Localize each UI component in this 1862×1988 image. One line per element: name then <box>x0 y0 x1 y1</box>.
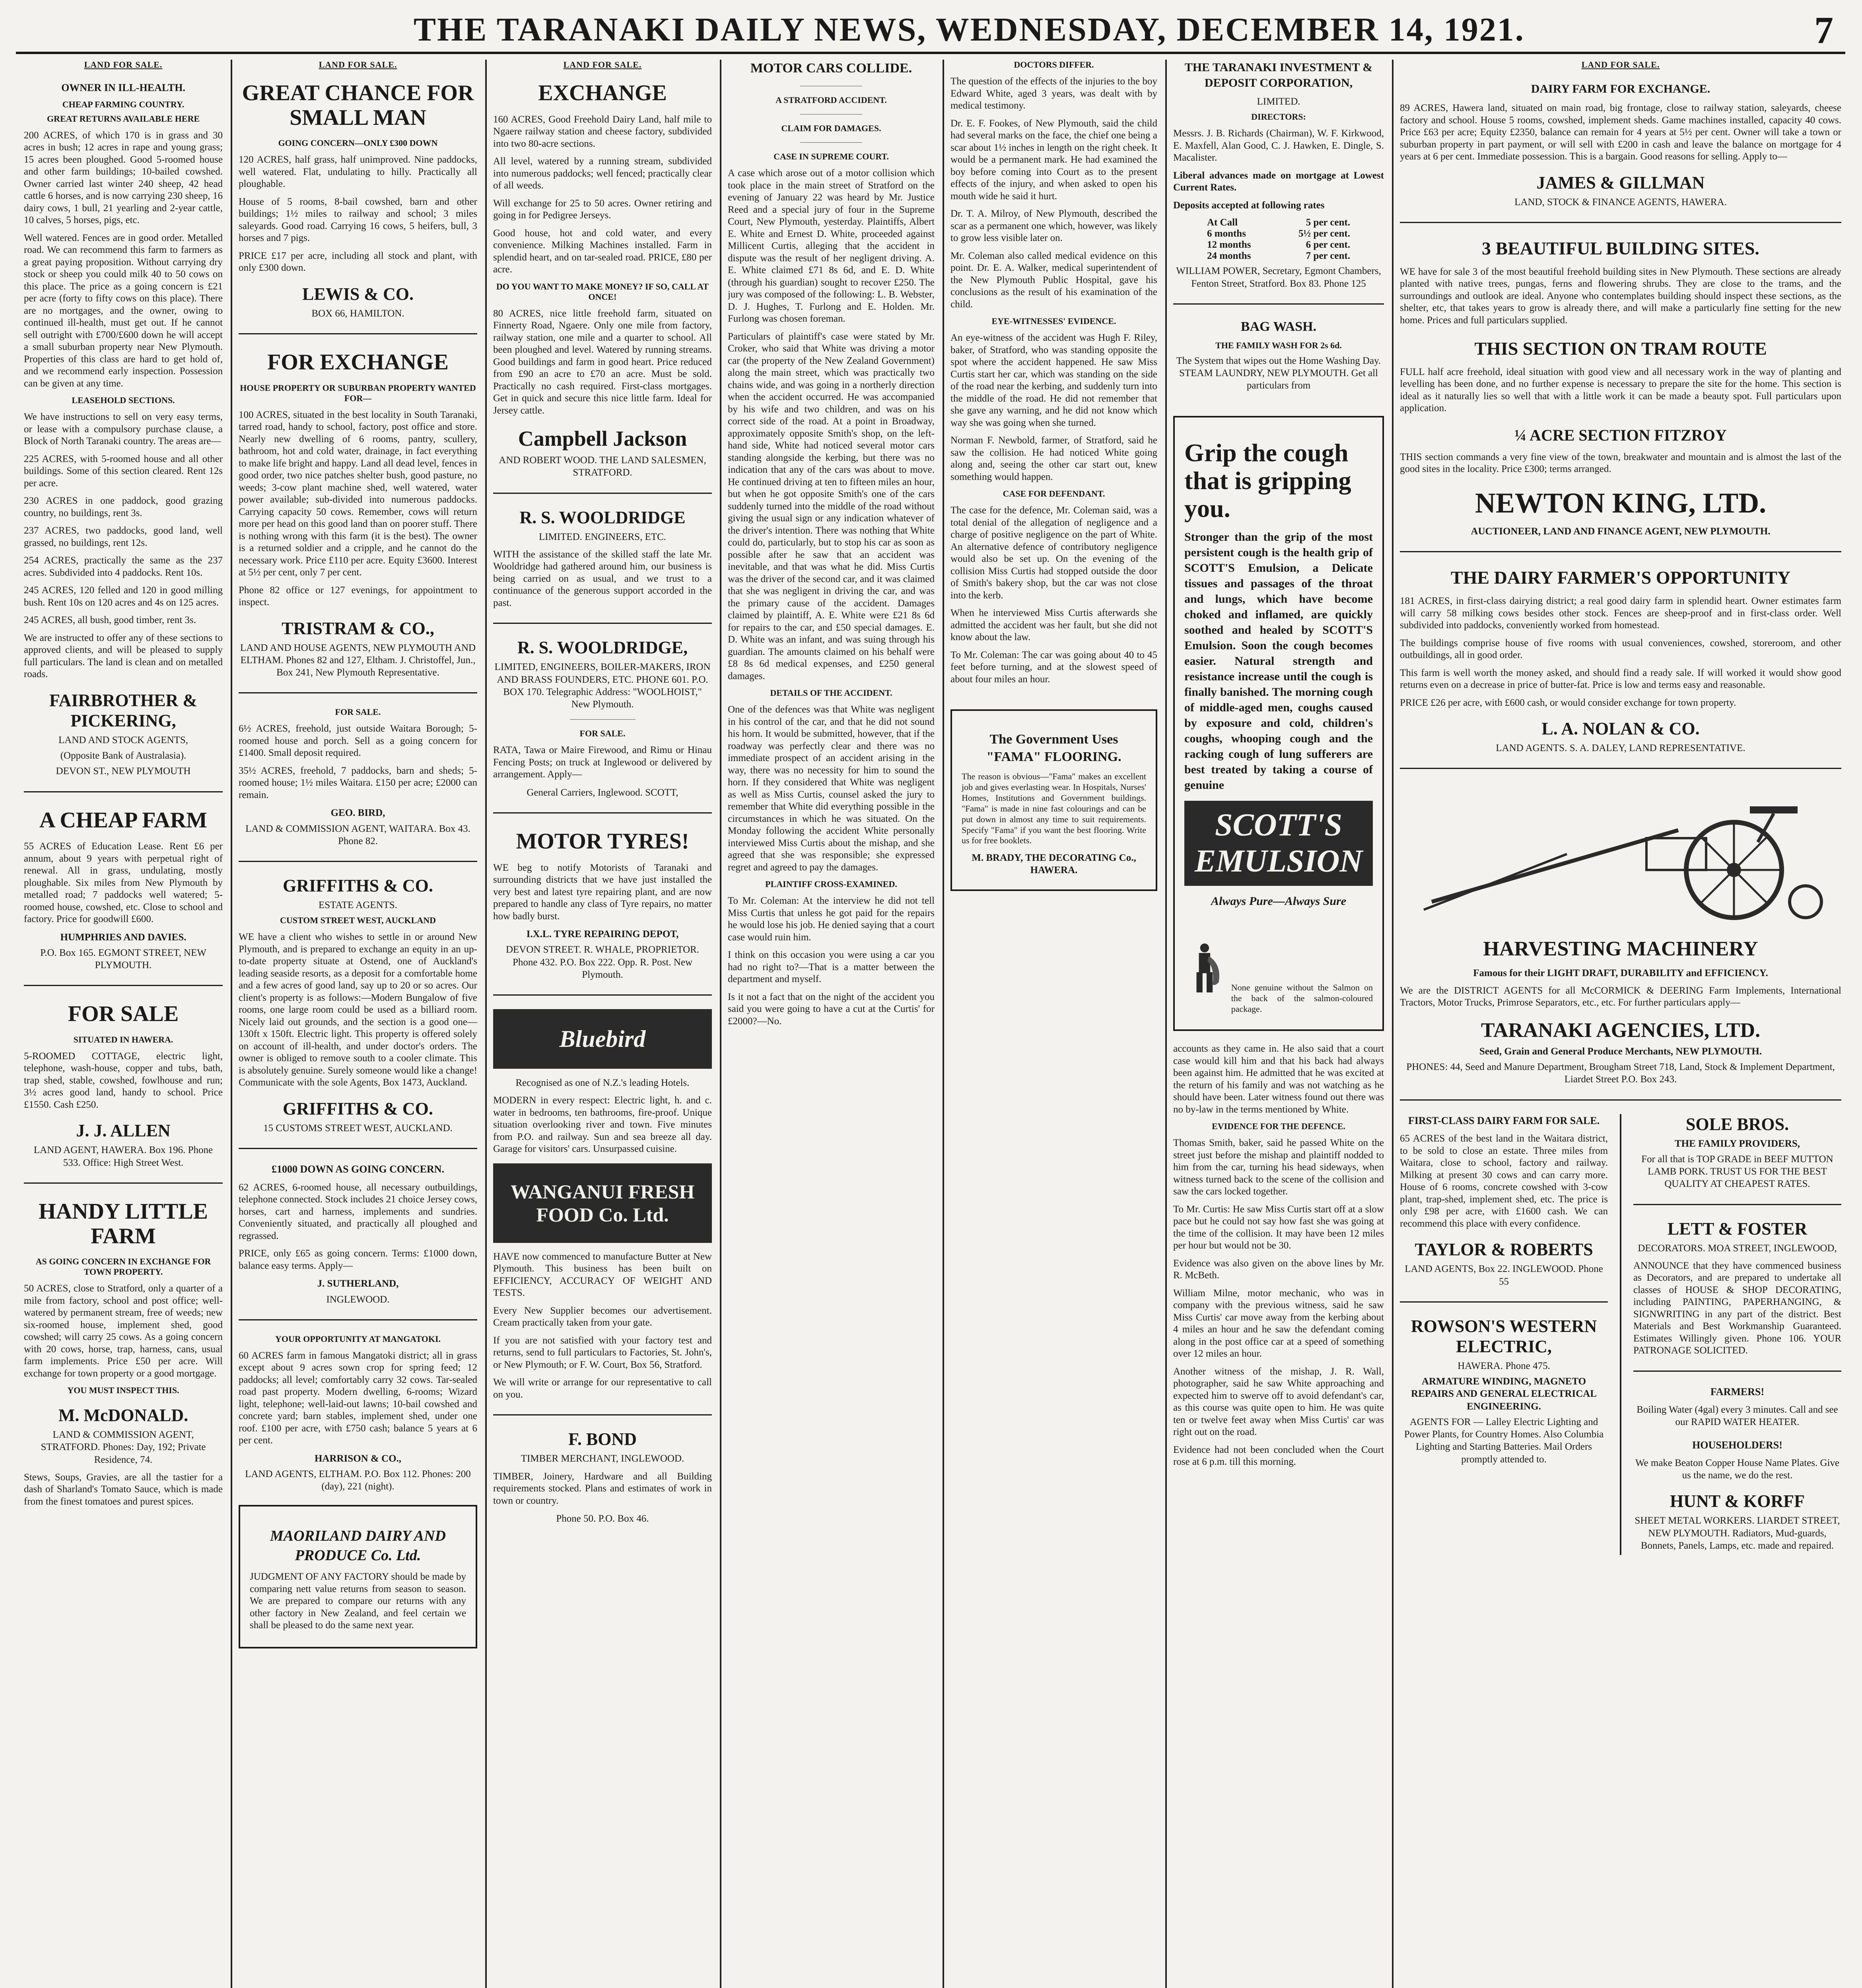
ad-heading: HOUSEHOLDERS! <box>1692 1439 1782 1451</box>
ad-body: House of 5 rooms, 8-bail cowshed, barn and other buildings; 1½ miles to railway and school; 3 miles saleyards. Good road. Carrying 16 cows, 5 heifers, bull, 3 horses and 7 pigs. <box>239 196 477 244</box>
agent-name: JAMES & GILLMAN <box>1536 173 1705 192</box>
agent-details: PHONES: 44, Seed and Manure Department, Brougham Street 718, Land, Stock & Implement Department, Liardet Street P.O. Box 243. <box>1406 1062 1835 1085</box>
article-subhead: A STRATFORD ACCIDENT. <box>776 95 887 105</box>
fama-flooring-ad <box>950 709 1157 891</box>
rate-value: 5½ per cent. <box>1298 228 1350 239</box>
divider <box>24 985 223 986</box>
divider <box>1633 1204 1841 1205</box>
maoriland-dairy-ad <box>239 1505 477 1648</box>
article-paragraph: Another witness of the mishap, J. R. Wall, photographer, said he saw White approaching and expected him to swerve off to avoid defendant's car, as this course was quite open to him. He was quite ten or twelve feet away when Miss Curtis' car was right out on the road. <box>1173 1366 1384 1438</box>
agent-details: DEVON ST., NEW PLYMOUTH <box>56 766 191 777</box>
divider <box>1400 1301 1608 1303</box>
ad-body: 89 ACRES, Hawera land, situated on main road, big frontage, close to railway station, saleyards, cheese factory and school. House 5 rooms, cowshed, implement sheds. Game machines installed, capacity 40 cows. Price £63 per acre; Equity £2350, balance can remain for 4 years at 5½ per cent. Owner will take a town or suburban property in part payment, or will sell with £200 in cash and leave the balance on mortgage for 4 years at 6 per cent. Immediate possession. This is a bargain. Good reasons for selling. Apply to— <box>1400 103 1841 162</box>
ad-body: 181 ACRES, in first-class dairying district; a real good dairy farm in splendid heart. Owner estimates farm will carry 58 milking cows besides other stock. Fences are sheep-proof and in first-class order. Well subdivided into paddocks, conveniently worked from homestead. <box>1400 596 1841 631</box>
article-paragraph: To Mr. Curtis: He saw Miss Curtis start off at a slow pace but he could not say how fast she was going at the time of the collision. It may have been 12 miles per hour but would not be 30. <box>1173 1204 1384 1251</box>
agent-details: LAND AGENTS, Box 22. INGLEWOOD. Phone 55 <box>1405 1264 1603 1287</box>
ad-body: Stews, Soups, Gravies, are all the tastier for a dash of Sharland's Tomato Sauce, which is made from the finest tomatoes and purest spices. <box>24 1472 223 1507</box>
ad-heading: ¼ ACRE SECTION FITZROY <box>1514 426 1727 444</box>
ad-subheading: FOR SALE. <box>335 707 381 717</box>
ad-body: We are the DISTRICT AGENTS for all McCORMICK & DEERING Farm Implements, International Tractors, Motor Trucks, Primrose Separators, etc., etc. For further particulars apply— <box>1400 985 1841 1008</box>
rate-row <box>1207 228 1350 239</box>
ad-body: 254 ACRES, practically the same as the 237 acres. Subdivided into 4 paddocks. Rent 10s. <box>24 555 223 578</box>
ad-body: 80 ACRES, nice little freehold farm, situated on Finnerty Road, Ngaere. Only one mile from factory, railway station, one mile and a quarter to school. All been ploughed and level. Watered by running streams. Good buildings and farm in good heart. Price reduced from £90 an acre to £70 an acre. Must be sold. Practically no cash required. First-class mortgages. Get in quick and secure this nice little farm. Ideal for Jersey cattle. <box>493 308 712 416</box>
bottom-right-ads <box>1633 1114 1841 1555</box>
ad-body: HAVE now commenced to manufacture Butter at New Plymouth. This business has been built on EFFICIENCY, ACCURACY OF WEIGHT AND TESTS. <box>493 1251 712 1299</box>
article-paragraph: A case which arose out of a motor collision which took place in the main street of Stratford on the evening of January 22 was heard by Mr. Justice Reed and a special jury of four in the Supreme Court, New Plymouth, yesterday. Plaintiffs, Albert E. White and Ernest D. White, proceeded against Millicent Curtis, alleging that the accident in dispute was the result of her negligent driving. A. E. White claimed £71 8s 6d, and E. D. White (through his guardian) sought to recover £250. The jury was composed of the following: L. B. Webster, D. J. Hughes, T. Furlong and E. Holden. Mr. Furlong was chosen foreman. <box>728 168 935 324</box>
article-paragraph: Evidence was also given on the above lines by Mr. R. McBeth. <box>1173 1258 1384 1281</box>
ad-subheading: YOUR OPPORTUNITY AT MANGATOKI. <box>275 1334 441 1344</box>
ad-body: FULL half acre freehold, ideal situation with good view and all necessary work in the way of planting and levelling has been done, and no further expense is necessary to prepare the site for the home. This section is ideal as it naturally lies so well that with a little work it can be made a beauty spot. Full particulars upon application. <box>1400 366 1841 414</box>
article-paragraph: Thomas Smith, baker, said he passed White on the street just before the mishap and plaintiff nodded to him from the car, turning his head sideways, when witness turned back to the scene of the collision and saw the cars locked together. <box>1173 1138 1384 1197</box>
masthead-title: THE TARANAKI DAILY NEWS, WEDNESDAY, DECEMBER 14, 1921. <box>414 11 1525 48</box>
article-subhead: DETAILS OF THE ACCIDENT. <box>770 688 892 698</box>
ad-body: Messrs. J. B. Richards (Chairman), W. F. Kirkwood, E. Maxfell, Alan Good, C. J. Hawken, E. Dingle, S. Macalister. <box>1173 128 1384 163</box>
agent-name: TARANAKI AGENCIES, LTD. <box>1481 1019 1761 1042</box>
agent-details: LAND AGENT, HAWERA. Box 196. Phone 533. Office: High Street West. <box>33 1145 213 1168</box>
divider <box>1633 1371 1841 1372</box>
agent-name: TRISTRAM & CO., <box>282 618 434 638</box>
column-7 <box>1400 60 1841 1988</box>
ad-body: AGENTS FOR — Lalley Electric Lighting and Power Plants, for Country Homes. Also Columbia Lighting and Starting Batteries. Mail Orders promptly attended to. <box>1404 1416 1604 1465</box>
ad-heading: The Government Uses "FAMA" FLOORING. <box>986 732 1121 765</box>
ad-illustration-row <box>1184 916 1373 1020</box>
divider <box>800 142 862 143</box>
ad-body: We are instructed to offer any of these sections to approved clients, and will be pleased to supply full particulars. The land is clean and on metalled roads. <box>24 632 223 680</box>
masthead <box>16 8 1845 54</box>
ad-subheading: THE FAMILY WASH FOR 2s 6d. <box>1215 340 1342 350</box>
ad-body: ANNOUNCE that they have commenced business as Decorators, and are prepared to undertake all classes of HOUSE & SHOP DECORATING, including PAINTING, PAPERHANGING, & SIGNWRITING in any part of the district. Best Materials and Best Workmanship Guaranteed. Estimates Willingly given. Phone 106. YOUR PATRONAGE SOLICITED. <box>1633 1260 1841 1356</box>
agent-name: HUNT & KORFF <box>1670 1491 1805 1511</box>
hotel-logo-image <box>493 1009 712 1069</box>
agent-name: SOLE BROS. <box>1685 1114 1789 1134</box>
agent-details: 15 CUSTOMS STREET WEST, AUCKLAND. <box>263 1122 453 1134</box>
article-paragraph: The question of the effects of the injuries to the boy Edward White, aged 3 years, was dealt with by medical testimony. <box>950 76 1157 111</box>
ad-body: 35½ ACRES, freehold, 7 paddocks, barn and sheds; 5-roomed house; 1½ miles Waitara. £150 per acre; £2000 can remain. <box>239 765 477 800</box>
ad-subheading: DIRECTORS: <box>1251 112 1306 122</box>
ad-body: 55 ACRES of Education Lease. Rent £6 per annum, about 9 years with perpetual right of renewal. All in grass, undulating, mostly ploughable. Six miles from New Plymouth by metalled road; 7 paddocks well watered; 5-roomed house, cowshed, etc. Close to school and factory. Price for goodwill £600. <box>24 841 223 925</box>
agent-name: NEWTON KING, LTD. <box>1475 487 1767 519</box>
fisherman-cod-icon <box>1184 916 1225 1020</box>
ad-body: 160 ACRES, Good Freehold Dairy Land, half mile to Ngaere railway station and cheese factory, subdivided into two 80-acre sections. <box>493 114 712 149</box>
article-paragraph: Is it not a fact that on the night of the accident you said you were going to have a cut at the Curtis' for £2000?—No. <box>728 991 935 1027</box>
ad-heading: EXCHANGE <box>538 81 667 105</box>
ad-body: WE have a client who wishes to settle in or around New Plymouth, and is prepared to exchange an equity in an up-to-date property situate at Ostend, one of Auckland's leading seaside resorts, as a deposit for a comfortable home and a few acres of good land, say up to 20 or so acres. Our client's property is as follows:—Modern Bungalow of five rooms, one large room could be used as a billiard room. Nicely laid out grounds, and the section is a good one—130ft x 150ft. Electric light. This property is offered solely on account of ill-health, and under doctor's orders. The owner is obliged to remove south to a cooler climate. This is absolutely genuine. Surely someone would like a change! Communicate with the sole Agents, Box 1473, Auckland. <box>239 932 477 1088</box>
agent-details: AND ROBERT WOOD. THE LAND SALESMEN, STRATFORD. <box>499 455 706 478</box>
bottom-ads-row <box>1400 1114 1841 1555</box>
column-rule <box>1392 60 1394 1988</box>
ad-body: 100 ACRES, situated in the best locality in South Taranaki, tarred road, handy to school, factory, post office and store. Nearly new dwelling of 6 rooms, pantry, scullery, bathroom, hot and cold water, drainage, in fact everything to make life bright and happy. Land all dead level, fences in good order, two nice patches shelter bush, good pasture, no weeds; 3-cow plant machine shed, well watered, water power available; sub-divided into numerous paddocks. Carrying capacity 50 cows. Remember, cows will return more per head on this good land than on poorer stuff. There is nothing wrong with this farm (it is the best). The owner is a returned soldier and a cripple, and he cannot do the necessary work. Price £110 per acre. Equity £3600. Interest at 5½ per cent, only 7 per cent. <box>239 409 477 578</box>
ad-body: 225 ACRES, with 5-roomed house and all other buildings. Some of this section cleared. Rent 12s per acre. <box>24 453 223 489</box>
rate-term: 12 months <box>1207 239 1251 250</box>
ad-body: 62 ACRES, 6-roomed house, all necessary outbuildings, telephone connected. Stock includes 21 choice Jersey cows, horses, cart and harness, implements and sundries. Conveniently situated, and practically all ploughed and regrassed. <box>239 1182 477 1241</box>
ad-body: ARMATURE WINDING, MAGNETO REPAIRS AND GENERAL ELECTRICAL ENGINEERING. <box>1411 1376 1597 1412</box>
ad-body: 230 ACRES in one paddock, good grazing country, no buildings, rent 3s. <box>24 495 223 518</box>
ad-body: 120 ACRES, half grass, half unimproved. Nine paddocks, well watered. Flat, undulating to hilly. Practically all ploughable. <box>239 154 477 190</box>
ad-body: Every New Supplier becomes our advertisement. Cream practically taken from your gate. <box>493 1305 712 1328</box>
agent-details: HAWERA. Phone 475. <box>1458 1360 1550 1371</box>
column-1 <box>24 60 223 1988</box>
ad-body: We make Beaton Copper House Name Plates. Give us the name, we do the rest. <box>1635 1457 1840 1481</box>
article-paragraph: Norman F. Newbold, farmer, of Stratford, said he saw the collision. He had noticed White going along and, seeing the other car start out, knew something would happen. <box>950 435 1157 482</box>
bottom-left-ads <box>1400 1114 1608 1555</box>
section-heading: LAND FOR SALE. <box>84 60 163 70</box>
column-6 <box>1173 60 1384 1988</box>
rate-term: 24 months <box>1207 250 1251 262</box>
section-heading: LAND FOR SALE. <box>1581 60 1660 70</box>
ad-body: 245 ACRES, all bush, good timber, rent 3s. <box>24 615 196 626</box>
ad-body: PRICE, only £65 as going concern. Terms: £1000 down, balance easy terms. Apply— <box>239 1248 477 1271</box>
ad-body: Good house, hot and cold water, and every convenience. Milking Machines installed. Farm in splendid heart, and on tar-sealed road. PRICE, £80 per acre. <box>493 227 712 275</box>
agent-details: LAND & COMMISSION AGENT, WAITARA. Box 43. Phone 82. <box>245 823 470 846</box>
agent-details: ESTATE AGENTS. <box>319 900 397 911</box>
rate-row <box>1207 250 1350 262</box>
ad-body: If you are not satisfied with your factory test and returns, send to full particulars to Factories, St. John's, or New Plymouth; or F. W. Court, Box 56, Stratford. <box>493 1335 712 1370</box>
ad-subheading: CUSTOM STREET WEST, AUCKLAND <box>280 915 436 926</box>
ad-subheading: DO YOU WANT TO MAKE MONEY? IF SO, CALL AT ONCE! <box>496 281 709 302</box>
ad-body: Phone 82 office or 127 evenings, for appointment to inspect. <box>239 584 477 608</box>
column-rule <box>943 60 944 1988</box>
ad-heading: HARVESTING MACHINERY <box>1483 938 1758 961</box>
article-paragraph: Dr. T. A. Milroy, of New Plymouth, described the scar as a permanent one which, however, was likely to grow less visible later on. <box>950 208 1157 243</box>
ad-body: We have instructions to sell on very easy terms, or lease with a compulsory purchase clause, a Block of North Taranaki country. The areas are— <box>24 412 223 447</box>
ad-body: We will write or arrange for our representative to call on you. <box>493 1377 712 1400</box>
article-paragraph: I think on this occasion you were using a car you had no right to?—That is a matter between the department and myself. <box>728 949 935 985</box>
ad-heading: FARMERS! <box>1710 1386 1765 1398</box>
article-paragraph: An eye-witness of the accident was Hugh F. Riley, baker, of Stratford, who was standing opposite the spot where the accident happened. He saw Miss Curtis start her car, which was standing on the side of the road near the kerbing, and suddenly turn into the middle of the road. He did not remember that she gave any warning, and he did not know which way she was going when she turned. <box>950 332 1157 428</box>
divider <box>493 623 712 624</box>
article-paragraph: One of the defences was that White was negligent in his control of the car, and that he did not sound his horn. It would be submitted, however, that if the roadway was perfectly clear and there was no immediate prospect of an accident arising in the way, there was no necessity for him to sound the horn. If they considered that White was negligent as well as Miss Curtis, counsel asked the jury to remember that White did everything possible in the circumstances in which he was situated. On the Monday following the accident White personally interviewed Miss Curtis about the mishap, and she agreed that she was responsible; she expressed regret and agreed to pay the damages. <box>728 704 935 873</box>
agent-name: GRIFFITHS & CO. <box>283 1099 433 1118</box>
ad-subheading: AS GOING CONCERN IN EXCHANGE FOR TOWN PROPERTY. <box>35 1256 211 1277</box>
agent-details: SHEET METAL WORKERS. LIARDET STREET, NEW PLYMOUTH. Radiators, Mud-guards, Bonnets, Panels, Lamps, etc. made and repaired. <box>1635 1515 1840 1551</box>
column-rule <box>231 60 232 1988</box>
divider <box>493 994 712 996</box>
ad-heading: GREAT CHANCE FOR SMALL MAN <box>242 81 474 130</box>
agent-name: R. S. WOOLDRIDGE, <box>517 638 688 658</box>
agent-name: J. J. ALLEN <box>76 1121 171 1141</box>
article-paragraph: The case for the defence, Mr. Coleman said, was a total denial of the allegation of negligence and a charge of positive negligence on the part of White. An alternative defence of contributory negligence would also be set up. On the evening of the collision Miss Curtis had stopped outside the door of Smith's bakery shop, but the car was not close into the kerb. <box>950 505 1157 601</box>
ad-subheading: FOR SALE. <box>579 728 626 739</box>
agent-name: GEO. BIRD, <box>330 808 385 819</box>
ad-body: THIS section commands a very fine view of the town, breakwater and mountain and is almost the last of the good sites in the locality. Price £300; terms arranged. <box>1400 451 1841 475</box>
agent-name: LETT & FOSTER <box>1667 1219 1808 1239</box>
ad-heading: THIS SECTION ON TRAM ROUTE <box>1474 338 1767 359</box>
page-number: 7 <box>1814 9 1833 51</box>
agent-details: LIMITED. <box>1257 96 1300 107</box>
divider <box>1400 768 1841 769</box>
agent-name: I.X.L. TYRE REPAIRING DEPOT, <box>526 929 679 940</box>
ad-body: Boiling Water (4gal) every 3 minutes. Call and see our RAPID WATER HEATER. <box>1637 1404 1838 1427</box>
ad-body: 50 ACRES, close to Stratford, only a quarter of a mile from factory, school and post office; well-watered by permanent stream, free of weeds; new six-roomed house, implement shed, good cowshed; will carry 25 cows. As a going concern with 20 cows, horse, trap, harness, cans, usual farm implements. Price £50 per acre. Will exchange for town property or a good mortgage. <box>24 1283 223 1379</box>
agent-details: LAND AGENTS. S. A. DALEY, LAND REPRESENTATIVE. <box>1496 743 1745 754</box>
ad-body: WITH the assistance of the skilled staff the late Mr. Wooldridge had gathered around him, our business is being carried on as usual, and we trust to a continuance of the generous support accorded in the past. <box>493 549 712 608</box>
article-paragraph: William Milne, motor mechanic, who was in company with the previous witness, said he saw Miss Curtis' car move away from the kerbing about 4 miles an hour and he saw the defendant coming along in the post office car at a speed of something over 12 miles an hour. <box>1173 1287 1384 1359</box>
ad-slogan: Always Pure—Always Sure <box>1211 894 1347 908</box>
ad-body: For all that is TOP GRADE in BEEF MUTTON LAMB PORK. TRUST US FOR THE BEST QUALITY AT CHEAPEST RATES. <box>1641 1153 1833 1190</box>
article-paragraph: Evidence had not been concluded when the Court rose at 6 p.m. till this morning. <box>1173 1444 1384 1468</box>
ad-heading: 3 BEAUTIFUL BUILDING SITES. <box>1482 238 1759 258</box>
ad-body: WE beg to notify Motorists of Taranaki and surrounding districts that we have just installed the very best and latest tyre repairing plant, and are now prepared to handle any class of Tyre repairs, no matter how badly burst. <box>493 862 712 922</box>
rate-term: 6 months <box>1207 228 1246 239</box>
article-paragraph: Particulars of plaintiff's case were stated by Mr. Croker, who said that White was driving a motor car (the property of the New Zealand Government) along the main street, which was practically two chains wide, and was going in a northerly direction when the accident occurred. He was accompanied by his wife and two children, and was on his correct side of the road. At a point in Broadway, approximately opposite Smith's shop, on the left-hand side, White had noticed several motor cars standing alongside the kerbing, but there was no indication that any of the cars was about to move. He continued driving at ten to fifteen miles an hour, but when he got opposite Smith's one of the cars suddenly turned into the middle of the road without giving the usual sign or any indication whatever of the driver's intention. There was nothing that White could do, particularly, but to stop his car as soon as possible after he saw that an accident was inevitable, and that was what he did. Miss Curtis was the driver of the second car, and it was claimed that she was negligent in driving the car, and was the primary cause of the accident. Damages claimed by plaintiff, A. E. White were £21 8s 6d for repairs to the car, and £50 special damages. E. D. White was an infant, and was suing through his guardian. The amounts claimed on his behalf were £8 8s 6d medical expenses, and £250 general damages. <box>728 331 935 681</box>
article-subhead: CASE IN SUPREME COURT. <box>774 151 889 162</box>
ad-body: The System that wipes out the Home Washing Day. STEAM LAUNDRY, NEW PLYMOUTH. Get all particulars from <box>1176 355 1381 391</box>
ad-heading: £1000 DOWN AS GOING CONCERN. <box>271 1163 445 1175</box>
agent-name: ROWSON'S WESTERN ELECTRIC, <box>1411 1316 1597 1356</box>
agent-details: THE FAMILY PROVIDERS, <box>1674 1138 1800 1149</box>
agent-name: L. A. NOLAN & CO. <box>1541 719 1700 739</box>
ad-subheading: HOUSE PROPERTY OR SUBURBAN PROPERTY WANTED FOR— <box>240 382 476 403</box>
section-heading: LAND FOR SALE. <box>319 60 397 70</box>
article-subhead: EYE-WITNESSES' EVIDENCE. <box>991 316 1116 326</box>
divider <box>493 812 712 813</box>
ad-caption: Recognised as one of N.Z.'s leading Hotels. <box>515 1077 690 1089</box>
article-subhead: EVIDENCE FOR THE DEFENCE. <box>1212 1121 1345 1132</box>
ad-note: None genuine without the Salmon on the back of the salmon-coloured package. <box>1231 982 1373 1014</box>
agent-details: P.O. Box 165. EGMONT STREET, NEW PLYMOUTH. <box>40 947 206 971</box>
column-4 <box>728 60 935 1988</box>
divider <box>493 493 712 494</box>
ad-subheading: SITUATED IN HAWERA. <box>73 1034 173 1044</box>
agent-name: HARRISON & CO., <box>314 1453 402 1464</box>
agent-details: BOX 66, HAMILTON. <box>311 308 404 319</box>
rate-row <box>1207 217 1350 228</box>
agent-details: Seed, Grain and General Produce Merchants, NEW PLYMOUTH. <box>1479 1046 1762 1057</box>
agent-details: LIMITED. ENGINEERS, ETC. <box>538 531 667 542</box>
ad-signature: General Carriers, Inglewood. SCOTT, <box>527 787 678 798</box>
article-paragraph: To Mr. Coleman: At the interview he did not tell Miss Curtis that unless he got paid for the repairs he would lose his job. He denied saying that a court case would ruin him. <box>728 895 935 943</box>
column-rule <box>485 60 487 1988</box>
ad-body: 6½ ACRES, freehold, just outside Waitara Borough; 5-roomed house and porch. Sell as a going concern for £1400. Small deposit required. <box>239 723 477 759</box>
ad-body: 60 ACRES farm in famous Mangatoki district; all in grass except about 9 acres sown crop for spring feed; 12 paddocks; all level; comfortably carry 32 cows. Tar-sealed road past property. Modern dwelling, 6-rooms; Wizard light, telephone; well-laid-out lawns; 10-bail cowshed and concrete yard; barn stables, implement shed, under one roof. £100 per acre, with £750 cash; balance 5 years at 6 per cent. <box>239 1350 477 1446</box>
ad-body: This farm is well worth the money asked, and should find a ready sale. If will worked it would show good returns even on a decrease in price of butter-fat. Price is low and terms easy and reasonable. <box>1400 667 1841 691</box>
agent-name: LEWIS & CO. <box>302 284 414 304</box>
agent-name: M. BRADY, THE DECORATING Co., HAWERA. <box>972 852 1136 876</box>
ad-body: 245 ACRES, 120 felled and 120 in good milling bush. Rent 10s on 120 acres and 4s on 125 acres. <box>24 585 223 608</box>
agent-name: Campbell Jackson <box>518 427 687 451</box>
ad-heading: A CHEAP FARM <box>39 808 208 833</box>
reaper-binder-machine-icon <box>1400 782 1837 926</box>
ad-body: All level, watered by a running stream, subdivided into numerous paddocks; well fenced; practically clear of all weeds. <box>493 156 712 191</box>
ad-body: 237 ACRES, two paddocks, good land, well grassed, no buildings, rent 12s. <box>24 525 223 548</box>
divider <box>1400 1099 1841 1101</box>
agent-details: DEVON STREET. R. WHALE, PROPRIETOR. Phone 432. P.O. Box 222. Opp. R. Post. New Plymouth. <box>505 944 700 980</box>
ad-body: Well watered. Fences are in good order. Metalled road. We can recommend this farm to farmers as a great paying proposition. Without carrying dry stock or sheep you could milk 40 to 50 cows on this place. The price as a going concern is £21 per acre (forty to fifty cows on this place). There are no mortgages, and the owner, owing to continued ill-health, must get out. If he cannot sell outright with £700/£600 down he will accept a small suburban property near New Plymouth. Properties of this class are hard to get hold of, and we recommend early inspection. Possession can be given at any time. <box>24 232 223 389</box>
agent-details: LIMITED, ENGINEERS, BOILER-MAKERS, IRON AND BRASS FOUNDERS, ETC. PHONE 601. P.O. BOX 170. Telegraphic Address: "WOOLHOIST," New Plymouth. <box>494 662 711 710</box>
agent-details: LAND AND HOUSE AGENTS, NEW PLYMOUTH AND ELTHAM. Phones 82 and 127, Eltham. J. Christoffel, Jun., Box 241, New Plymouth Representative. <box>240 642 476 678</box>
agent-details: DECORATORS. MOA STREET, INGLEWOOD, <box>1638 1242 1837 1254</box>
column-2 <box>239 60 477 1988</box>
wanganui-logo-text: WANGANUI FRESH FOOD Co. Ltd. <box>510 1180 695 1226</box>
ad-subheading: Famous for their LIGHT DRAFT, DURABILITY and EFFICIENCY. <box>1473 967 1768 978</box>
divider <box>24 1182 223 1184</box>
agent-name: M. McDONALD. <box>58 1406 189 1425</box>
ad-body: Deposits accepted at following rates <box>1173 200 1325 211</box>
article-headline: MOTOR CARS COLLIDE. <box>750 61 912 76</box>
article-paragraph: Dr. E. F. Fookes, of New Plymouth, said the child had several marks on the face, the chief one being a scar about 1½ inches in length on the right cheek. It would be a permanent mark. He had examined the boy before coming into Court as to the present effects of the injury, and when asked to open his mouth wide he said it hurt. <box>950 118 1157 202</box>
ad-heading: MOTOR TYRES! <box>516 829 689 854</box>
article-paragraph: When he interviewed Miss Curtis afterwards she admitted the accident was her fault, but she did not know about the law. <box>950 608 1157 643</box>
hotel-logo-text: Bluebird <box>559 1025 646 1052</box>
ad-heading: BAG WASH. <box>1240 319 1317 334</box>
divider <box>1400 222 1841 223</box>
agent-details: WILLIAM POWER, Secretary, Egmont Chambers, Fenton Street, Stratford. Box 83. Phone 125 <box>1176 266 1381 289</box>
ad-subheading: LEASEHOLD SECTIONS. <box>72 395 175 406</box>
ad-subheading: CHEAP FARMING COUNTRY. <box>62 99 185 109</box>
article-paragraph: To Mr. Coleman: The car was going about 40 to 45 feet before turning, and at the slowest speed of about four miles an hour. <box>950 649 1157 685</box>
agent-name: TAYLOR & ROBERTS <box>1415 1240 1593 1260</box>
ad-body: Will exchange for 25 to 50 acres. Owner retiring and going in for Pedigree Jerseys. <box>493 198 712 221</box>
article-subhead: DOCTORS DIFFER. <box>1014 60 1094 70</box>
agent-name: R. S. WOOLDRIDGE <box>519 507 686 527</box>
agent-name: FAIRBROTHER & PICKERING, <box>49 690 197 730</box>
ad-heading: FOR SALE <box>68 1002 179 1027</box>
ad-body: 5-ROOMED COTTAGE, electric light, telephone, wash-house, copper and tubs, bath, trap shed, stable, cowshed, fowlhouse and run; 3½ acres good land, handy to school. Price £1550. Cash £250. <box>24 1050 223 1110</box>
article-subhead: CLAIM FOR DAMAGES. <box>781 123 881 134</box>
brand-text: SCOTT'S EMULSION <box>1194 807 1363 879</box>
divider <box>800 114 862 115</box>
divider <box>570 719 636 720</box>
agent-details: LAND AND STOCK AGENTS, <box>58 734 188 746</box>
agent-details: INGLEWOOD. <box>326 1294 390 1305</box>
scotts-emulsion-ad <box>1173 416 1384 1031</box>
divider <box>239 692 477 693</box>
ad-heading: FOR EXCHANGE <box>267 349 449 375</box>
divider <box>239 861 477 862</box>
agent-name: J. SUTHERLAND, <box>317 1278 399 1289</box>
ad-subheading: GREAT RETURNS AVAILABLE HERE <box>47 113 200 124</box>
divider <box>1400 551 1841 552</box>
column-rule <box>720 60 721 1988</box>
section-heading: LAND FOR SALE. <box>563 60 642 70</box>
agent-details: AUCTIONEER, LAND AND FINANCE AGENT, NEW PLYMOUTH. <box>1471 526 1771 537</box>
rate-value: 6 per cent. <box>1306 239 1350 250</box>
column-rule <box>1620 1114 1621 1555</box>
divider <box>493 1414 712 1415</box>
ad-body: RATA, Tawa or Maire Firewood, and Rimu or Hinau Fencing Posts; on truck at Inglewood or delivered by arrangement. Apply— <box>493 745 712 780</box>
column-3 <box>493 60 712 1988</box>
article-paragraph: accounts as they came in. He also said that a court case would kill him and that his back had always been against him. He admitted that he was excited at the return of his family and was not watching as he should have been. Later witness found out there was no by-law in the terms mentioned by White. <box>1173 1043 1384 1115</box>
ad-body: Liberal advances made on mortgage at Lowest Current Rates. <box>1173 170 1384 193</box>
agent-name: F. BOND <box>568 1429 637 1449</box>
agent-name: THE TARANAKI INVESTMENT & DEPOSIT CORPORATION, <box>1184 61 1373 89</box>
ad-body: The reason is obvious—"Fama" makes an excellent job and gives everlasting wear. In Hospitals, Nurses' Homes, Institutions and Government buildings. "Fama" is made in nine fast colourings and can be put down in almost any time to suit requirements. Specify "Fama" if you want the best flooring. Write us for free booklets. <box>962 771 1146 846</box>
rate-row <box>1207 239 1350 250</box>
rate-term: At Call <box>1207 217 1238 228</box>
ad-body: 65 ACRES of the best land in the Waitara district, to be sold to close an estate. Three miles from Waitara, close to school, factory and railway. Milking at present 30 cows and can carry more. House of 6 rooms, concrete cowshed with 3-cow plant, trap-shed, implement shed, etc. The price is only £98 per acre, with £1600 cash. We can recommend this place with every confidence. <box>1400 1133 1608 1229</box>
ad-body: TIMBER, Joinery, Hardware and all Building requirements stocked. Plans and estimates of work in town or country. <box>493 1471 712 1506</box>
ad-heading: DAIRY FARM FOR EXCHANGE. <box>1531 82 1710 95</box>
deposit-rates-table <box>1207 217 1350 262</box>
scotts-emulsion-logo <box>1184 801 1373 886</box>
article-subhead: PLAINTIFF CROSS-EXAMINED. <box>765 879 897 889</box>
ad-heading: THE DAIRY FARMER'S OPPORTUNITY <box>1450 567 1791 588</box>
agent-details: (Opposite Bank of Australasia). <box>60 750 187 761</box>
ad-body: WE have for sale 3 of the most beautiful freehold building sites in New Plymouth. These sections are already planted with native trees, pungas, ferns and flowering shrubs. They are close to the trams, and the surroundings and outlook are ideal. Anyone who contemplates building should inspect these sections, as the shelter, etc, that takes years to grow is already there, and will make a particularly fine setting for the new home. Prices and full particulars supplied. <box>1400 266 1841 326</box>
article-subhead: CASE FOR DEFENDANT. <box>1003 489 1105 499</box>
agent-name: HUMPHRIES AND DAVIES. <box>60 932 187 943</box>
ad-logo-title: MAORILAND DAIRY AND PRODUCE Co. Ltd. <box>270 1527 446 1564</box>
ad-heading: OWNER IN ILL-HEALTH. <box>61 82 185 93</box>
ad-body: MODERN in every respect: Electric light, h. and c. water in bedrooms, ten bathrooms, fire-proof. Unique situation overlooking river and town. Five minutes from P.O. and railway. Sun and sea breeze all day. Garage for visitors' cars. Unsurpassed cuisine. <box>493 1095 712 1155</box>
article-paragraph: Mr. Coleman also called medical evidence on this point. Dr. E. A. Walker, medical superintendent of the New Plymouth Public Hospital, gave his conclusions as the result of his examination of the child. <box>950 250 1157 310</box>
ad-body: 200 ACRES, of which 170 is in grass and 30 acres in bush; 12 acres in rape and young grass; 15 acres been ploughed. Good 5-roomed house and other farm buildings; 10-bailed cowshed. Owner carried last winter 240 sheep, 42 head cattle 6 horses, and is now carrying 230 sheep, 16 dairy cows, 1 bull, 21 yearling and 2-year cattle, 10 calves, 5 horses, pigs, etc. <box>24 130 223 226</box>
agent-details: TIMBER MERCHANT, INGLEWOOD. <box>521 1453 684 1464</box>
ad-body: The buildings comprise house of five rooms with usual conveniences, cowshed, storeroom, and other outbuildings, all in good order. <box>1400 637 1841 661</box>
column-5 <box>950 60 1157 1988</box>
agent-name: GRIFFITHS & CO. <box>283 876 433 896</box>
divider <box>239 1319 477 1320</box>
ad-body: Stronger than the grip of the most persistent cough is the health grip of SCOTT'S Emulsion, a Delicate tissues and passages of the throat and lungs, which have become choked and inflamed, are quickly soothed and healed by SCOTT'S Emulsion. Soon the cough becomes easier. Natural strength and resistance increase until the cough is finally banished. The morning cough of middle-aged men, coughs caused by exposure and cold, children's coughs, whooping cough and the racking cough of lung sufferers are best treated by taking a course of genuine <box>1184 530 1373 792</box>
rate-value: 7 per cent. <box>1306 250 1350 262</box>
agent-details: LAND, STOCK & FINANCE AGENTS, HAWERA. <box>1514 196 1727 208</box>
agent-details: Phone 50. P.O. Box 46. <box>556 1513 649 1524</box>
ad-subheading: YOU MUST INSPECT THIS. <box>67 1385 179 1396</box>
ad-body: PRICE £17 per acre, including all stock and plant, with only £300 down. <box>239 250 477 274</box>
column-rule <box>1165 60 1167 1988</box>
divider <box>239 333 477 334</box>
rate-value: 5 per cent. <box>1306 217 1350 228</box>
ad-subheading: GOING CONCERN—ONLY £300 DOWN <box>278 138 438 148</box>
ad-heading: Grip the cough that is gripping you. <box>1184 438 1351 523</box>
wanganui-fresh-food-logo <box>493 1163 712 1243</box>
divider <box>24 791 223 792</box>
ad-body: JUDGMENT OF ANY FACTORY should be made by comparing nett value returns from season to season. We are prepared to compare our returns with any other factory in New Zealand, and feel certain we shall be pleased to do the same next year. <box>250 1571 466 1631</box>
agent-details: LAND AGENTS, ELTHAM. P.O. Box 112. Phones: 200 (day), 221 (night). <box>245 1469 471 1492</box>
ad-heading: HANDY LITTLE FARM <box>39 1199 208 1248</box>
ad-heading: FIRST-CLASS DAIRY FARM FOR SALE. <box>1408 1114 1600 1126</box>
agent-details: LAND & COMMISSION AGENT, STRATFORD. Phones: Day, 192; Private Residence, 74. <box>41 1429 206 1465</box>
divider <box>239 1148 477 1149</box>
ad-body: PRICE £26 per acre, with £600 cash, or would consider exchange for town property. <box>1400 697 1736 708</box>
divider <box>1173 303 1384 305</box>
